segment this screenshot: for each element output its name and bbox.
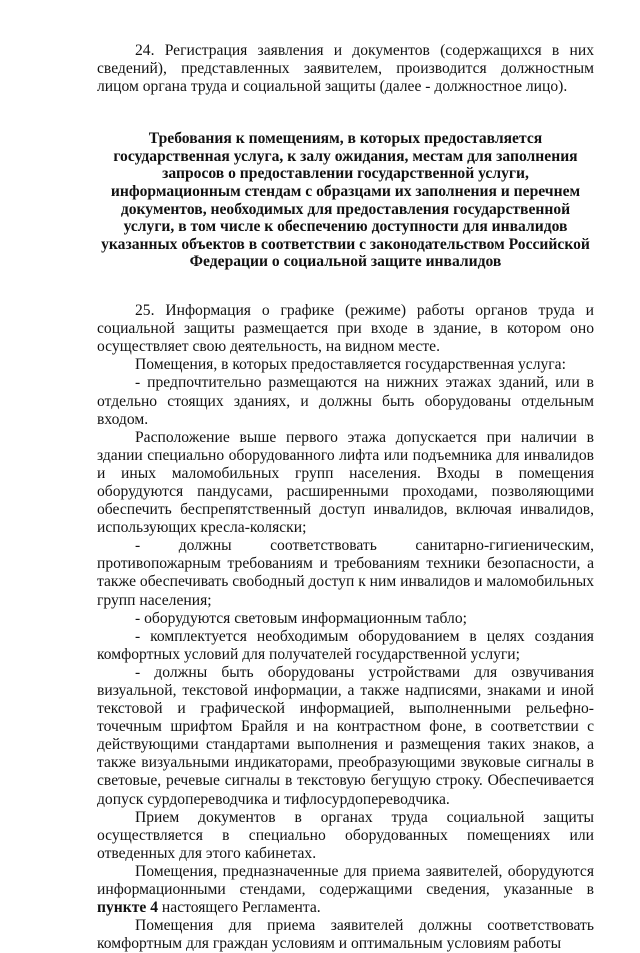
paragraph-stands-text-after: настоящего Регламента.: [158, 899, 321, 917]
section-heading: Требования к помещениям, в которых предоставляется государственная услуга, к залу ожидания, местам для заполнения запросов о предоставлении государственной услуги, информационным стендам с образцами их заполнения и перечнем документов, необходимых для предоставления государственной услуги, в том числе к обеспечению доступности для инвалидов указанных объектов в соответствии с законодательством Российской Федерации о социальной защите инвалидов: [101, 130, 590, 271]
paragraph-equipment: - комплектуется необходимым оборудованием в целях создания комфортных условий для получателей государственной услуги;: [97, 627, 594, 663]
paragraph-premises: Помещения, в которых предоставляется государственная услуга:: [135, 356, 566, 374]
paragraph-devices: - должны быть оборудованы устройствами для озвучивания визуальной, текстовой информации, а также надписями, знаками и иной текстовой и графической информацией, выполненными рельефно-точечным шрифтом Брайля и на контрастном фоне, в соответствии с действующими стандартами выполнения и размещения таких знаков, а также визуальными индикаторами, преобразующими звуковые сигналы в световые, речевые сигналы в текстовую бегущую строку. Обеспечивается допуск сурдопереводчика и тифлосурдопереводчика.: [97, 663, 594, 808]
paragraph-sanitary: - должны соответствовать санитарно-гигиеническим, противопожарным требованиям и требованиям техники безопасности, а также обеспечивать свободный доступ к ним инвалидов и маломобильных групп населения;: [97, 537, 594, 609]
paragraph-conditions: Помещения для приема заявителей должны соответствовать комфортным для граждан условиям и оптимальным условиям работы: [97, 917, 594, 953]
paragraph-25: 25. Информация о графике (режиме) работы органов труда и социальной защиты размещается при входе в здание, в котором оно осуществляет свою деятельность, на видном месте.: [97, 302, 594, 356]
document-page: [97, 42, 594, 953]
paragraph-reception: Прием документов в органах труда социальной защиты осуществляется в специально оборудованных помещениях или отведенных для этого кабинетах.: [97, 808, 594, 862]
paragraph-stands-reference: пункте 4: [97, 899, 159, 917]
paragraph-stands: [97, 863, 594, 917]
paragraph-floors: - предпочтительно размещаются на нижних этажах зданий, или в отдельно стоящих зданиях, и должны быть оборудованы отдельным входом.: [97, 374, 594, 428]
paragraph-board: - оборудуются световым информационным табло;: [135, 609, 467, 627]
paragraph-24: 24. Регистрация заявления и документов (содержащихся в них сведений), представленных заявителем, производится должностным лицом органа труда и социальной защиты (далее - должностное лицо).: [97, 42, 594, 96]
paragraph-location: Расположение выше первого этажа допускается при наличии в здании специально оборудованного лифта или подъемника для инвалидов и иных маломобильных групп населения. Входы в помещения оборудуются пандусами, расширенными проходами, позволяющими обеспечить беспрепятственный доступ инвалидов, включая инвалидов, использующих кресла-коляски;: [97, 428, 594, 537]
paragraph-stands-text-before: Помещения, предназначенные для приема заявителей, оборудуются информационными стендами, содержащими сведения, указанные в: [97, 862, 594, 899]
